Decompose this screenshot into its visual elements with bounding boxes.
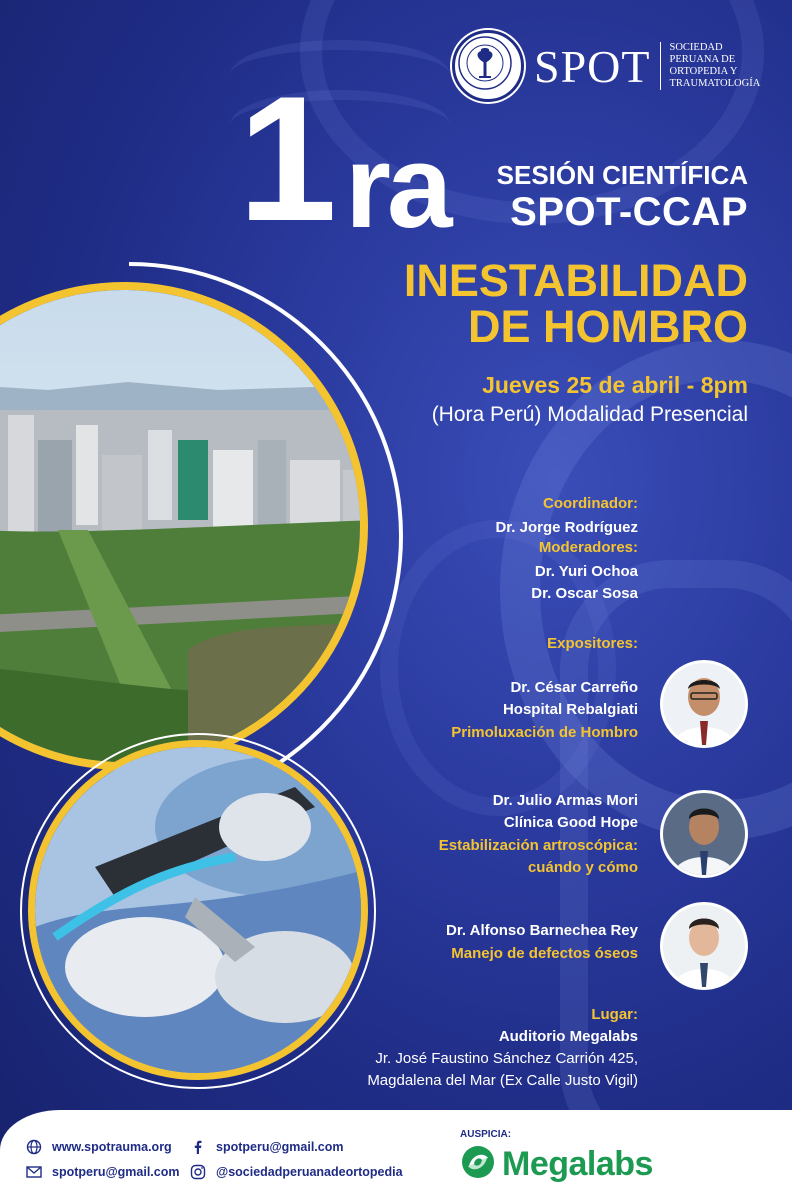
speaker-photo [660,790,748,878]
topic-line: INESTABILIDAD [403,255,748,306]
facebook-text: spotperu@gmail.com [216,1140,344,1154]
speaker-talk: Primoluxación de Hombro [451,724,638,741]
speaker-photo [660,902,748,990]
session-number: 1 [238,59,333,258]
session-ordinal-suffix: ra [345,121,449,253]
topic-heading [403,255,748,352]
instagram-icon [190,1164,206,1180]
moderator-name: Dr. Yuri Ochoa [534,563,638,580]
society-line: ORTOPEDIA Y [669,66,738,77]
speaker-talk: Manejo de defectos óseos [451,945,638,962]
instagram-text: @sociedadperuanadeortopedia [216,1165,403,1179]
speaker-name: Dr. Alfonso Barnechea Rey [445,922,638,939]
instagram-link[interactable] [190,1164,403,1180]
society-line: SOCIEDAD [669,42,723,53]
coordinator-name: Dr. Jorge Rodríguez [495,519,638,536]
sponsor-label: AUSPICIA: [460,1129,512,1140]
speaker-affiliation: Hospital Rebalgiati [502,701,638,718]
sponsor-logo [460,1144,653,1185]
moderators-label: Moderadores: [538,539,638,556]
facebook-link[interactable] [190,1139,343,1155]
facebook-icon [190,1139,206,1155]
globe-icon [26,1139,42,1155]
society-line: TRAUMATOLOGÍA [669,78,761,89]
spot-logo [452,30,760,102]
speaker-name: Dr. César Carreño [510,679,638,696]
speaker-2 [439,790,638,879]
venue-label: Lugar: [591,1006,638,1023]
venue-address: Jr. José Faustino Sánchez Carrión 425, [375,1050,638,1067]
topic-line: DE HOMBRO [468,301,748,352]
speaker-name: Dr. Julio Armas Mori [492,792,638,809]
website-text: www.spotrauma.org [52,1140,172,1154]
megalabs-icon [460,1144,496,1185]
session-title: SESIÓN CIENTÍFICA [496,160,748,190]
website-link[interactable] [26,1139,172,1155]
logo-divider [660,42,661,90]
coordinator-section [495,493,638,539]
society-name [669,42,760,90]
email-link[interactable] [26,1164,179,1180]
mail-icon [26,1164,42,1180]
venue-name: Auditorio Megalabs [498,1028,638,1045]
email-text: spotperu@gmail.com [52,1165,180,1179]
speaker-3 [446,920,638,965]
speakers-label-block [547,633,638,655]
venue-address: Magdalena del Mar (Ex Calle Justo Vigil) [367,1072,638,1089]
brand-name: SPOT [534,40,651,92]
coordinator-label: Coordinador: [543,495,638,512]
venue-section [367,1004,638,1092]
footer-bar [0,1110,792,1200]
society-line: PERUANA DE [669,54,736,65]
speaker-talk: cuándo y cómo [527,859,638,876]
speaker-talk: Estabilización artroscópica: [438,837,638,854]
surgery-photo [28,740,368,1080]
society-seal-icon [452,30,524,102]
event-modality: (Hora Perú) Modalidad Presencial [431,403,748,426]
speaker-1 [451,677,638,744]
speaker-photo [660,660,748,748]
event-date: Jueves 25 de abril - 8pm [482,372,748,398]
moderators-section [531,537,638,605]
session-subtitle: SPOT-CCAP [510,190,748,234]
speaker-affiliation: Clínica Good Hope [503,814,638,831]
sponsor-name: Megalabs [502,1145,653,1183]
speakers-label: Expositores: [547,635,638,652]
moderator-name: Dr. Oscar Sosa [531,585,638,602]
